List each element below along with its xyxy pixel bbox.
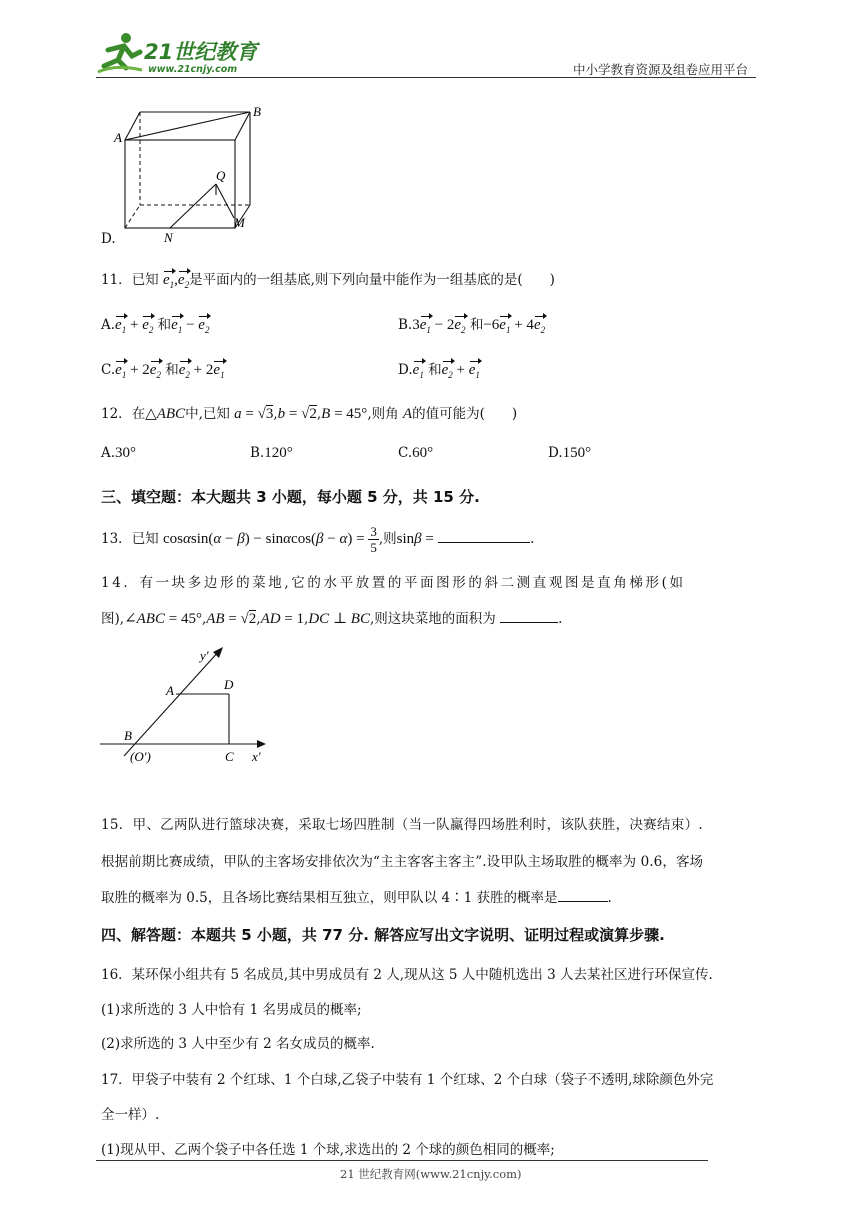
- q12-stem: 12．在△ABC中,已知 a = √3,b = √2,B = 45°,则角 A的值可能为( ): [101, 406, 518, 422]
- fig-label-o: (O′): [130, 749, 151, 764]
- q15-answer-blank[interactable]: [558, 889, 608, 902]
- runner-logo-icon: [96, 30, 146, 76]
- q11-option-a: $A.e_1 + e_2$ 和$e_1 - e_2$: [101, 317, 210, 335]
- q11-option-c: $C.e_1 + 2e_2$ 和$e_2 + 2e_1$: [101, 362, 225, 380]
- fig-label-x: x′: [252, 749, 261, 764]
- q16-line1: 16．某环保小组共有 5 名成员,其中男成员有 2 人,现从这 5 人中随机选出 3 人去某社区进行环保宣传.: [101, 967, 713, 983]
- point-label-a: A: [114, 130, 122, 145]
- q11-stem: [101, 268, 555, 290]
- q15-line2: 根据前期比赛成绩，甲队的主客场安排依次为“主主客客主客主”.设甲队主场取胜的概率为 0.6，客场: [101, 854, 704, 870]
- q11-basis: $e_1,e_2$: [162, 272, 190, 290]
- q13-stem: 13．已知 cosαsin(α − β) − sinαcos(β − α) = $\frac{3}{5}$ ,则sinβ = .: [101, 524, 535, 555]
- header-platform-text: 中小学教育资源及组卷应用平台: [573, 62, 749, 77]
- x-axis-arrow-icon: [257, 740, 266, 748]
- footer-rule: [96, 1160, 708, 1161]
- point-label-n: N: [164, 230, 173, 245]
- q16-line2: (1)求所选的 3 人中恰有 1 名男成员的概率;: [101, 1002, 362, 1018]
- point-label-b: B: [253, 104, 261, 119]
- fig-label-b: B: [124, 728, 132, 743]
- point-label-m: M: [234, 215, 245, 230]
- section4-heading: 四、解答题：本题共 5 小题，共 77 分. 解答应写出文字说明、证明过程或演算步骤.: [101, 926, 665, 944]
- q11-text-a: 已知: [131, 272, 159, 288]
- fig-label-c: C: [225, 749, 234, 764]
- q15-line3: 取胜的概率为 0.5，且各场比赛结果相互独立，则甲队以 4∶1 获胜的概率是 .: [101, 890, 612, 906]
- q16-line3: (2)求所选的 3 人中至少有 2 名女成员的概率.: [101, 1036, 375, 1052]
- q12-option-c: C.60°: [398, 445, 434, 461]
- q13-answer-blank[interactable]: [438, 530, 530, 543]
- fig-label-a: A: [166, 683, 174, 698]
- section3-heading: 三、填空题：本大题共 3 小题，每小题 5 分，共 15 分.: [101, 488, 480, 506]
- q17-line3: (1)现从甲、乙两个袋子中各任选 1 个球,求选出的 2 个球的颜色相同的概率;: [101, 1142, 555, 1158]
- header-logo: [96, 30, 266, 78]
- cube-figure: [110, 100, 270, 250]
- q11-text-b: 是平面内的一组基底,则下列向量中能作为一组基底的是( ): [189, 272, 555, 288]
- fig-label-d: D: [224, 677, 234, 692]
- q15-line1: 15．甲、乙两队进行篮球决赛，采取七场四胜制（当一队赢得四场胜利时，该队获胜，决赛结束）.: [101, 817, 703, 833]
- fig-label-y: y′: [200, 648, 209, 663]
- q14-line1: 14．有一块多边形的菜地,它的水平放置的平面图形的斜二测直观图是直角梯形(如: [101, 575, 686, 591]
- trapezoid-figure: [96, 640, 276, 770]
- q11-option-b: $B.3e_1 - 2e_2$ 和$-6e_1 + 4e_2$: [398, 317, 546, 335]
- q14-line2: 图),∠ABC = 45°,AB = √2,AD = 1,DC ⊥ BC,则这块菜地的面积为 .: [101, 611, 563, 627]
- footer-text: 21 世纪教育网(www.21cnjy.com): [340, 1167, 522, 1181]
- q10-option-d-label: D.: [101, 231, 116, 247]
- q11-option-d: $D.e_1$ 和$e_2 + e_1$: [398, 362, 480, 380]
- header-rule: [96, 77, 756, 78]
- logo-title: 21世纪教育: [144, 40, 258, 64]
- logo-url: www.21cnjy.com: [148, 64, 238, 75]
- q17-line2: 全一样）.: [101, 1107, 160, 1123]
- q12-option-d: D.150°: [548, 445, 592, 461]
- q12-option-b: B.120°: [250, 445, 293, 461]
- q11-number: 11．: [101, 272, 132, 288]
- q12-option-a: A.30°: [101, 445, 137, 461]
- point-label-q: Q: [216, 168, 226, 183]
- q17-line1: 17．甲袋子中装有 2 个红球、1 个白球,乙袋子中装有 1 个红球、2 个白球（袋子不透明,球除颜色外完: [101, 1072, 714, 1088]
- q14-answer-blank[interactable]: [500, 610, 558, 623]
